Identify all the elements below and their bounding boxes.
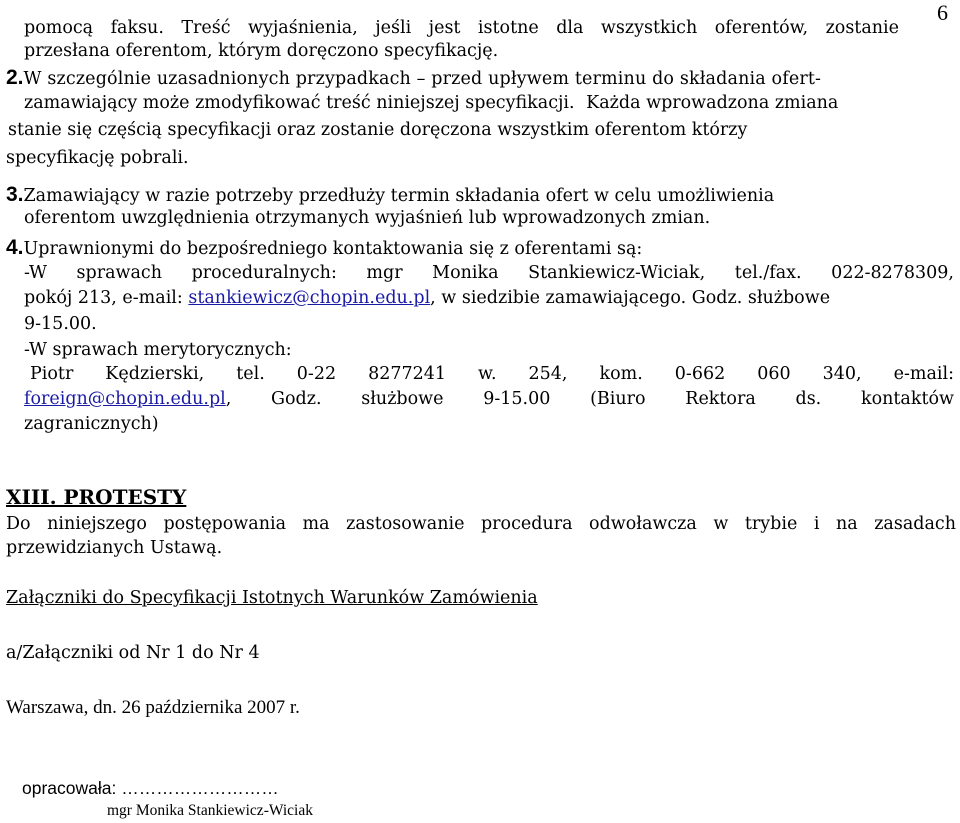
email-link-1[interactable]: stankiewicz@chopin.edu.pl	[188, 288, 431, 308]
paragraph-line: pomocą faksu. Treść wyjaśnienia, jeśli jest istotne dla wszystkich oferentów, zostanie	[24, 18, 899, 38]
attachments-title: Załączniki do Specyfikacji Istotnych Warunków Zamówienia	[6, 588, 538, 608]
paragraph-line: oferentom uwzględnienia otrzymanych wyjaśnień lub wprowadzonych zmian.	[24, 208, 711, 228]
paragraph-line: specyfikację pobrali.	[6, 148, 189, 168]
paragraph-line: zagranicznych)	[24, 414, 159, 434]
paragraph-line: Do niniejszego postępowania ma zastosowanie procedura odwoławcza w trybie i na zasadach	[6, 514, 956, 534]
email-link-2[interactable]: foreign@chopin.edu.pl	[24, 389, 226, 409]
attachments-range: a/Załączniki od Nr 1 do Nr 4	[6, 643, 260, 663]
paragraph-line: Piotr Kędzierski, tel. 0-22 8277241 w. 254, kom. 0-662 060 340, e-mail:	[30, 364, 954, 384]
item-number: 4.	[6, 236, 24, 259]
paragraph-line: -W sprawach proceduralnych: mgr Monika Stankiewicz-Wiciak, tel./fax. 022-8278309,	[24, 263, 954, 283]
item-3	[6, 184, 774, 206]
prepared-by-label: opracowała: ………………………	[22, 778, 279, 798]
paragraph-line: Uprawnionymi do bezpośredniego kontaktowania się z oferentami są:	[23, 239, 643, 259]
paragraph-line	[24, 290, 830, 308]
paragraph-line: stanie się częścią specyfikacji oraz zostanie doręczona wszystkim oferentom którzy	[8, 120, 748, 140]
paragraph-line: przewidzianych Ustawą.	[6, 538, 223, 558]
place-date: Warszawa, dn. 26 października 2007 r.	[6, 697, 300, 718]
item-number: 3.	[6, 183, 24, 206]
item-number: 2.	[6, 66, 24, 89]
item-2	[6, 67, 954, 89]
item-2-line2-text: zamawiający może zmodyfikować treść niniejszej specyfikacji.	[24, 93, 575, 113]
text-fragment: pokój 213, e-mail:	[24, 288, 189, 308]
paragraph-line: W szczególnie uzasadnionych przypadkach – przed upływem terminu do składania ofert-	[23, 69, 822, 89]
paragraph-line: Zamawiający w razie potrzeby przedłuży termin składania ofert w celu umożliwienia	[23, 186, 775, 206]
section-heading: XIII. PROTESTY	[6, 485, 187, 509]
paragraph-line	[24, 391, 954, 409]
paragraph-line	[24, 95, 838, 113]
page-number: 6	[937, 0, 948, 25]
paragraph-line: 9-15.00.	[24, 314, 97, 334]
text-fragment: , Godz. służbowe 9-15.00 (Biuro Rektora ds. kontaktów	[225, 389, 954, 409]
item-2-line2-sentence: Każda wprowadzona zmiana	[586, 93, 839, 113]
text-fragment: , w siedzibie zamawiającego. Godz. służbowe	[430, 288, 831, 308]
item-4	[6, 237, 642, 259]
paragraph-line: przesłana oferentom, którym doręczono specyfikację.	[24, 41, 499, 61]
prepared-by-name: mgr Monika Stankiewicz-Wiciak	[107, 802, 313, 819]
paragraph-line: -W sprawach merytorycznych:	[24, 340, 292, 360]
